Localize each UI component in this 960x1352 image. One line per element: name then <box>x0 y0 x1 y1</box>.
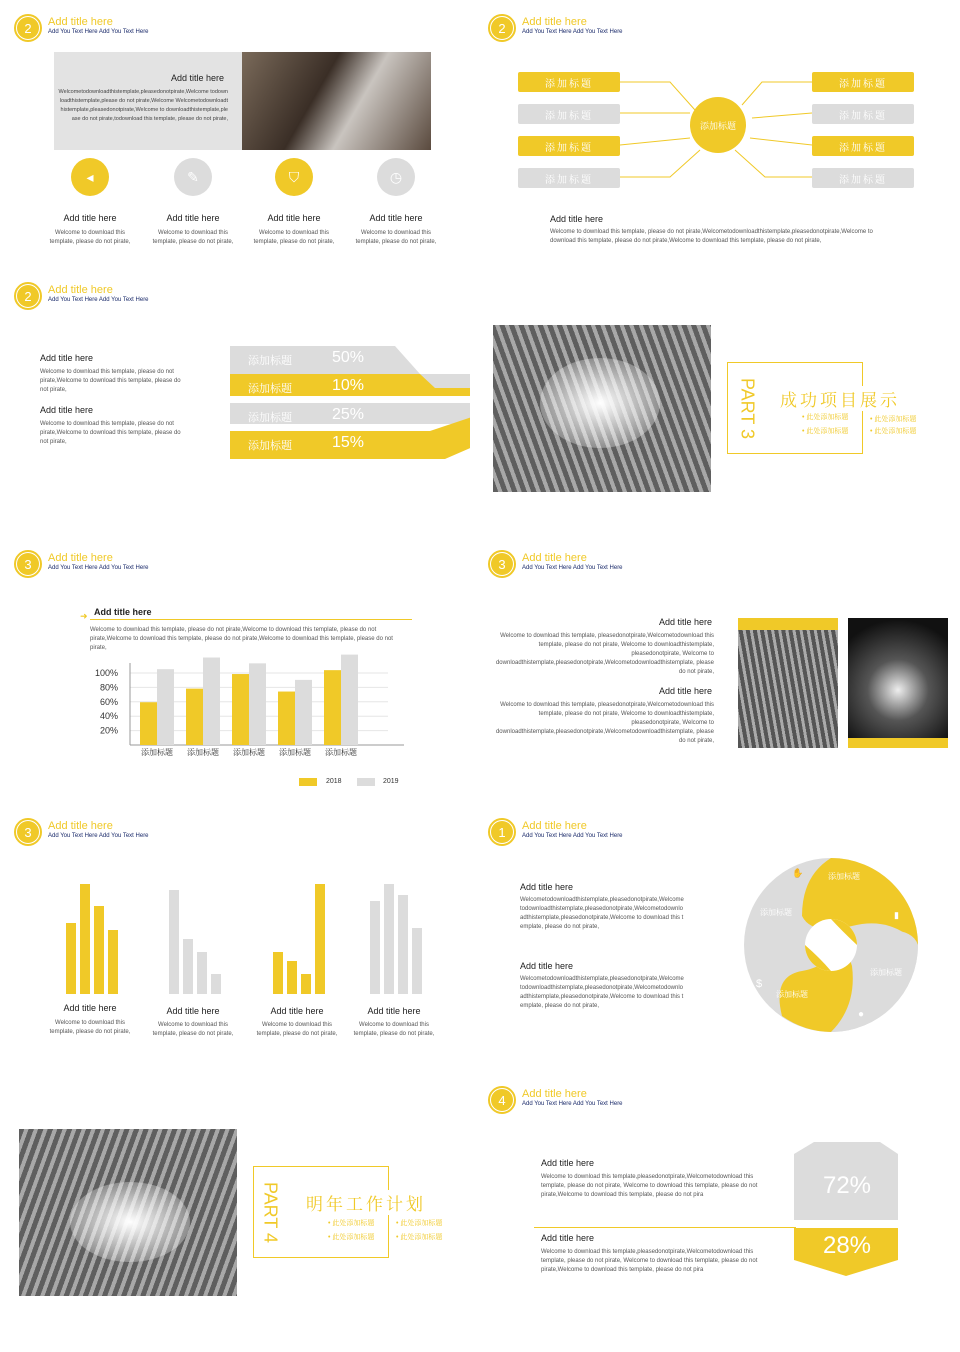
slide-title: Add title here <box>48 16 113 28</box>
slide-title: Add title here <box>522 552 587 564</box>
mini-bar <box>66 923 76 995</box>
block-title: Add title here <box>541 1233 595 1243</box>
slide-3 <box>0 268 470 528</box>
ribbon-label: 添加标题 <box>248 383 292 395</box>
slide-1 <box>0 0 470 260</box>
tower-photo <box>738 630 838 748</box>
chart-text: Welcome to download this template, please do not pirate,Welcome to download this template, please do not pirate,Welcome to download this template, please do not pirate,Welcome to download this template, please do not pirate, <box>90 627 393 651</box>
ribbon-label: 添加标题 <box>248 355 292 367</box>
slide-title: Add title here <box>522 16 587 28</box>
mini-bar <box>211 974 221 994</box>
bullet: • 此处添加标题 <box>802 414 849 421</box>
mini-bar <box>108 930 118 994</box>
mini-bar <box>412 928 422 994</box>
bullet: • 此处添加标题 <box>396 1220 443 1227</box>
x-tick-label: 添加标题 <box>187 748 219 757</box>
block-text: Welcome to download this template, pleasedonotpirate,Welcometodownload this template, please do not pirate, Welcome to downloadthistemplate, pleasedonotpirate, Welcome to downloadthistemplate,pleasedonotpirate,Welcometodownloadthistemplate, please do not pirate, <box>495 702 714 744</box>
block-title: Add title here <box>520 961 574 971</box>
bar-2019 <box>341 655 358 745</box>
bullet: • 此处添加标题 <box>396 1234 443 1241</box>
ribbon-label: 添加标题 <box>248 412 292 424</box>
percent-value: 72% <box>822 1172 872 1199</box>
block-text: Welcometodownloadthistemplate,pleasedonotpirate,Welcometodownloadthistemplate,pleasedonotpirate,Welcometodownloadthistemplate,pleasedonotpirate,Welcome to download this template, please do not pirate, <box>520 976 684 1009</box>
block-text: Welcome to download this template,pleasedonotpirate,Welcometodownload this template, please do not pirate, Welcome to download this template, please do not pirate,Welcome to download this template, please do not pira <box>541 1249 758 1273</box>
block-text: Welcome to download this template,pleasedonotpirate,Welcometodownload this template, please do not pirate, Welcome to download this template, please do not pirate,Welcome to download this template, please do not pira <box>541 1174 758 1198</box>
part-label: PART 3 <box>737 374 758 444</box>
bar-2019 <box>249 663 266 745</box>
mini-bar <box>370 901 380 995</box>
part-label: PART 4 <box>260 1178 281 1248</box>
item-title: Add title here <box>270 1006 324 1016</box>
block-title: Add title here <box>40 405 94 415</box>
section-number: 4 <box>488 1086 516 1114</box>
y-tick-label: 20% <box>99 725 118 736</box>
mini-bar <box>384 884 394 994</box>
handshake-icon: ✋ <box>792 868 804 878</box>
edit-icon: ✎ <box>174 158 212 196</box>
mini-bar <box>183 939 193 994</box>
mini-bar <box>273 952 283 994</box>
arrow-icon: ➜ <box>80 611 88 621</box>
slide-title: Add title here <box>48 552 113 564</box>
mini-bar <box>287 961 297 994</box>
slide-subtitle: Add You Text Here Add You Text Here <box>522 1101 623 1107</box>
slide-9 <box>0 1072 470 1332</box>
mini-bar <box>301 974 311 994</box>
block-title: Add title here <box>550 214 604 224</box>
slide-4 <box>480 268 950 528</box>
x-tick-label: 添加标题 <box>325 748 357 757</box>
ribbon-value: 10% <box>332 377 365 394</box>
bullet: • 此处添加标题 <box>328 1234 375 1241</box>
legend-swatch-2018 <box>299 778 317 786</box>
y-tick-label: 60% <box>99 696 118 707</box>
swirl-diagram <box>742 856 920 1034</box>
section-number: 3 <box>14 550 42 578</box>
ribbon-value: 25% <box>332 406 365 423</box>
legend-label: 2019 <box>383 778 399 785</box>
bar-2019 <box>157 669 174 745</box>
section-number: 1 <box>488 818 516 846</box>
mini-bar <box>169 890 179 995</box>
bulb-icon: ● <box>858 1009 865 1020</box>
item-title: Add title here <box>369 213 423 223</box>
slide-10 <box>480 1072 950 1332</box>
item-text: Welcome to download this template, please do not pirate, <box>355 230 437 245</box>
chart-icon: ▮ <box>894 910 899 920</box>
mind-node: 添加标题 <box>812 72 914 92</box>
ribbon-value: 15% <box>332 434 365 451</box>
block-title: Add title here <box>520 882 574 892</box>
slide-2 <box>480 0 950 260</box>
swirl-label: 添加标题 <box>870 968 902 977</box>
sky-glow <box>70 1182 190 1262</box>
x-tick-label: 添加标题 <box>233 748 265 757</box>
bullet: • 此处添加标题 <box>802 428 849 435</box>
bullet: • 此处添加标题 <box>328 1220 375 1227</box>
bar-2018 <box>232 674 249 745</box>
slide-7 <box>0 804 470 1064</box>
photo-frame <box>738 618 838 630</box>
bar-2019 <box>203 658 220 745</box>
block-text: Welcome to download this template, pleasedonotpirate,Welcometodownload this template, please do not pirate, Welcome to downloadthistemplate, pleasedonotpirate, Welcome to downloadthistemplate,pleasedonotpirate,Welcometodownloadthistemplate, please do not pirate, <box>495 633 714 675</box>
legend-label: 2018 <box>326 778 342 785</box>
panel-text: Welcometodownloadthistemplate,pleasedonotpirate,Welcome todownloadthistemplate,please do not pirate,Welcome Welcometodownloadthistemplate,pleasedonotpirate,Welcome to downloadthistemplate,please do not pirate,todownload this template, please do not pirate, <box>58 89 228 122</box>
mini-bar <box>197 952 207 994</box>
mind-node: 添加标题 <box>518 104 620 124</box>
block-title: Add title here <box>658 686 712 696</box>
shield-icon: ⛉ <box>275 158 313 196</box>
ribbon-label: 添加标题 <box>248 440 292 452</box>
mind-node: 添加标题 <box>812 104 914 124</box>
slide-6 <box>480 536 950 796</box>
panel-title: Add title here <box>170 73 224 83</box>
mini-bar <box>398 895 408 994</box>
x-tick-label: 添加标题 <box>279 748 311 757</box>
item-text: Welcome to download this template, please do not pirate, <box>253 230 335 245</box>
legend-swatch-2019 <box>357 778 375 786</box>
mind-node: 添加标题 <box>812 136 914 156</box>
item-title: Add title here <box>166 1006 220 1016</box>
y-tick-label: 80% <box>99 682 118 693</box>
bar-2018 <box>324 670 341 745</box>
item-title: Add title here <box>63 1003 117 1013</box>
item-title: Add title here <box>367 1006 421 1016</box>
percent-value: 28% <box>822 1232 872 1259</box>
bar-2019 <box>295 680 312 745</box>
chart-heading: Add title here <box>94 607 152 617</box>
mind-node: 添加标题 <box>812 168 914 188</box>
photo-frame <box>848 738 948 748</box>
mini-bar <box>94 906 104 994</box>
x-tick-label: 添加标题 <box>141 748 173 757</box>
swirl-label: 添加标题 <box>760 908 792 917</box>
ribbon-value: 50% <box>332 349 365 366</box>
section-number: 2 <box>14 14 42 42</box>
block-text: Welcome to download this template, please do not pirate,Welcome to download this template, please do not pirate, <box>40 421 181 445</box>
part-title: 成功项目展示 <box>780 386 904 411</box>
swirl-label: 添加标题 <box>776 990 808 999</box>
slide-subtitle: Add You Text Here Add You Text Here <box>522 565 623 571</box>
item-text: Welcome to download this template, please do not pirate, <box>353 1022 435 1037</box>
item-title: Add title here <box>267 213 321 223</box>
block-title: Add title here <box>541 1158 595 1168</box>
block-title: Add title here <box>40 353 94 363</box>
item-text: Welcome to download this template, please do not pirate, <box>152 230 234 245</box>
mind-node: 添加标题 <box>518 136 620 156</box>
item-text: Welcome to download this template, please do not pirate, <box>256 1022 338 1037</box>
bullet: • 此处添加标题 <box>870 416 917 423</box>
slide-subtitle: Add You Text Here Add You Text Here <box>48 565 149 571</box>
clock-icon: ◷ <box>377 158 415 196</box>
section-number: 2 <box>488 14 516 42</box>
slide-8 <box>480 804 950 1064</box>
slide-title: Add title here <box>48 284 113 296</box>
bar-2018 <box>278 692 295 745</box>
dollar-icon: $ <box>756 978 763 990</box>
mind-node: 添加标题 <box>518 168 620 188</box>
mini-bar <box>80 884 90 994</box>
bar-2018 <box>186 689 203 745</box>
section-number: 3 <box>488 550 516 578</box>
slide-subtitle: Add You Text Here Add You Text Here <box>48 297 149 303</box>
mini-bar <box>315 884 325 994</box>
swirl-label: 添加标题 <box>828 872 860 881</box>
compass-icon: ◂ <box>71 158 109 196</box>
item-title: Add title here <box>166 213 220 223</box>
block-text: Welcometodownloadthistemplate,pleasedonotpirate,Welcometodownloadthistemplate,pleasedonotpirate,Welcometodownloadthistemplate,pleasedonotpirate,Welcome to download this template, please do not pirate, <box>520 897 684 930</box>
block-text: Welcome to download this template, please do not pirate,Welcome to download this template, please do not pirate, <box>40 369 181 393</box>
part-title: 明年工作计划 <box>306 1190 430 1215</box>
slide-title: Add title here <box>522 1088 587 1100</box>
y-tick-label: 100% <box>94 668 118 678</box>
divider <box>534 1227 796 1228</box>
slide-subtitle: Add You Text Here Add You Text Here <box>48 833 149 839</box>
slide-5 <box>0 536 470 796</box>
item-text: Welcome to download this template, please do not pirate, <box>49 1020 131 1035</box>
slide-title: Add title here <box>48 820 113 832</box>
slide-subtitle: Add You Text Here Add You Text Here <box>522 29 623 35</box>
slide-subtitle: Add You Text Here Add You Text Here <box>48 29 149 35</box>
sky-glow <box>540 358 660 448</box>
slide-title: Add title here <box>522 820 587 832</box>
bar-chart <box>0 536 470 796</box>
office-photo <box>242 52 431 150</box>
bullet: • 此处添加标题 <box>870 428 917 435</box>
block-title: Add title here <box>658 617 712 627</box>
item-text: Welcome to download this template, please do not pirate, <box>152 1022 234 1037</box>
bar-2018 <box>140 702 157 745</box>
item-text: Welcome to download this template, please do not pirate, <box>49 230 131 245</box>
block-text: Welcome to download this template, please do not pirate,Welcometodownloadthistemplate,pleasedonotpirate,Welcome to download this template, please do not pirate,Welcome to download this template, please do not pirate, <box>550 229 873 244</box>
section-number: 2 <box>14 282 42 310</box>
item-title: Add title here <box>63 213 117 223</box>
slide-subtitle: Add You Text Here Add You Text Here <box>522 833 623 839</box>
y-tick-label: 40% <box>99 711 118 722</box>
night-city-photo <box>848 618 948 738</box>
section-number: 3 <box>14 818 42 846</box>
center-circle: 添加标题 <box>690 97 746 153</box>
mind-node: 添加标题 <box>518 72 620 92</box>
